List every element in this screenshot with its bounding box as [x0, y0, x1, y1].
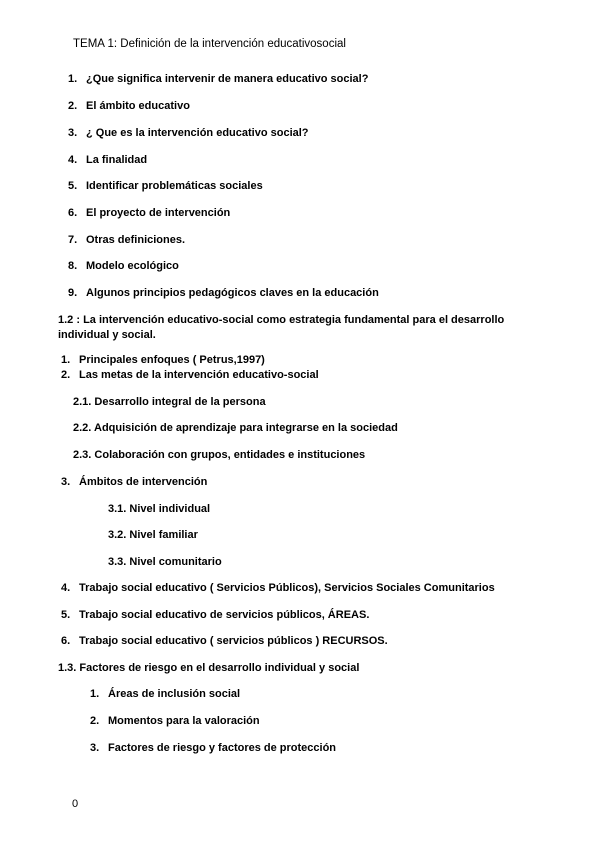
list-item — [61, 368, 319, 382]
list-item-number: 1. — [61, 354, 71, 366]
list-item-text: El ámbito educativo — [86, 100, 190, 112]
list-item — [68, 286, 379, 300]
list-item — [61, 634, 388, 648]
sub-item: 3.3. Nivel comunitario — [108, 556, 222, 568]
section-heading-line: individual y social. — [58, 329, 156, 341]
list-item — [61, 581, 495, 595]
list-item-text: El proyecto de intervención — [86, 207, 231, 219]
list-item-number: 2. — [90, 715, 100, 727]
list-item-text: Trabajo social educativo ( servicios públicos ) RECURSOS. — [79, 635, 388, 647]
list-item-number: 9. — [68, 287, 78, 299]
list-item-text: Otras definiciones. — [86, 234, 186, 246]
list-item-number: 5. — [61, 609, 71, 621]
sub-item: 3.2. Nivel familiar — [108, 529, 198, 541]
list-item-text: ¿Que significa intervenir de manera educativo social? — [86, 73, 369, 85]
sub-item: 2.1. Desarrollo integral de la persona — [73, 396, 266, 408]
list-item-number: 1. — [90, 688, 100, 700]
list-item-number: 6. — [68, 207, 78, 219]
list-item-number: 4. — [61, 582, 71, 594]
sub-item: 2.3. Colaboración con grupos, entidades e instituciones — [73, 449, 366, 461]
list-item — [68, 126, 309, 140]
list-item-text: La finalidad — [86, 154, 148, 166]
section-heading-line: 1.2 : La intervención educativo-social como estrategia fundamental para el desarrollo — [58, 314, 505, 326]
sub-item: 2.2. Adquisición de aprendizaje para integrarse en la sociedad — [73, 422, 398, 434]
list-item — [68, 259, 179, 273]
list-item — [68, 99, 190, 113]
list-item-text: Áreas de inclusión social — [108, 688, 241, 700]
list-item-text: ¿ Que es la intervención educativo social? — [86, 127, 309, 139]
list-item-text: Las metas de la intervención educativo-social — [79, 369, 319, 381]
list-item-number: 6. — [61, 635, 71, 647]
list-item — [68, 72, 368, 86]
list-item-text: Factores de riesgo y factores de protección — [108, 742, 337, 754]
list-item — [61, 475, 207, 489]
list-item-text: Modelo ecológico — [86, 260, 179, 272]
list-item-text: Momentos para la valoración — [108, 715, 260, 727]
list-item-number: 3. — [61, 476, 71, 488]
list-item-number: 8. — [68, 260, 78, 272]
list-item — [68, 206, 230, 220]
list-item-number: 5. — [68, 180, 78, 192]
list-item — [90, 741, 336, 755]
list-item — [61, 608, 369, 622]
list-item — [68, 153, 147, 167]
list-item-number: 3. — [68, 127, 78, 139]
section-heading: 1.3. Factores de riesgo en el desarrollo individual y social — [58, 662, 360, 674]
list-item — [61, 353, 265, 367]
sub-item: 3.1. Nivel individual — [108, 503, 211, 515]
list-item-text: Ámbitos de intervención — [79, 476, 208, 488]
list-item-number: 7. — [68, 234, 78, 246]
list-item — [90, 687, 240, 701]
list-item-number: 4. — [68, 154, 78, 166]
list-item — [68, 179, 263, 193]
list-item-text: Trabajo social educativo de servicios públicos, ÁREAS. — [79, 609, 370, 621]
list-item-number: 2. — [68, 100, 78, 112]
list-item-text: Identificar problemáticas sociales — [86, 180, 263, 192]
list-item-number: 3. — [90, 742, 100, 754]
list-item-number: 1. — [68, 73, 78, 85]
list-item-text: Trabajo social educativo ( Servicios Públicos), Servicios Sociales Comunitarios — [79, 582, 495, 594]
page-number: 0 — [72, 798, 79, 810]
list-item-text: Principales enfoques ( Petrus,1997) — [79, 354, 265, 366]
list-item — [68, 233, 185, 247]
list-item — [90, 714, 260, 728]
list-item-number: 2. — [61, 369, 71, 381]
document-title: TEMA 1: Definición de la intervención educativosocial — [73, 38, 346, 50]
list-item-text: Algunos principios pedagógicos claves en la educación — [86, 287, 379, 299]
